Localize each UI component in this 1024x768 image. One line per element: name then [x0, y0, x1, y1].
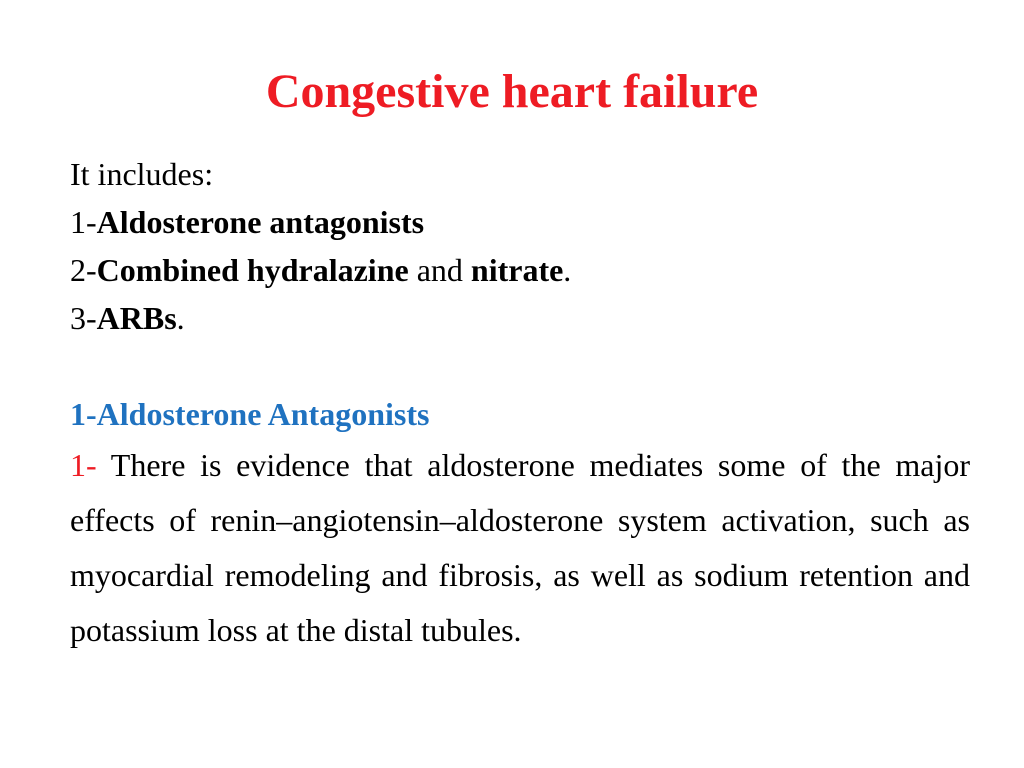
list-item-1-label: Aldosterone antagonists [96, 204, 425, 240]
list-item-2-connector: and [408, 252, 471, 288]
list-item-2 [70, 246, 970, 294]
list-item-1 [70, 198, 970, 246]
paragraph-text: There is evidence that aldosterone mediates some of the major effects of renin–angiotensin–aldosterone system activation, such as myocardial remodeling and fibrosis, as well as sodium retention and potassium loss at the distal tubules. [70, 447, 970, 648]
list-item-1-number: 1- [70, 204, 97, 240]
list-item-3-label: ARBs [96, 300, 177, 336]
section-heading: 1-Aldosterone Antagonists [70, 396, 430, 432]
list-item-2-number: 2- [70, 252, 97, 288]
paragraph-number: 1- [70, 447, 97, 483]
list-item-3 [70, 294, 970, 342]
body-paragraph [70, 438, 970, 658]
list-item-3-period: . [176, 300, 185, 336]
list-item-2-label-2: nitrate [470, 252, 564, 288]
list-item-3-number: 3- [70, 300, 97, 336]
list-item-2-period: . [563, 252, 572, 288]
includes-list [70, 150, 970, 342]
list-item-2-label: Combined hydralazine [96, 252, 409, 288]
intro-text: It includes: [70, 156, 214, 192]
slide-title: Congestive heart failure [265, 65, 759, 118]
